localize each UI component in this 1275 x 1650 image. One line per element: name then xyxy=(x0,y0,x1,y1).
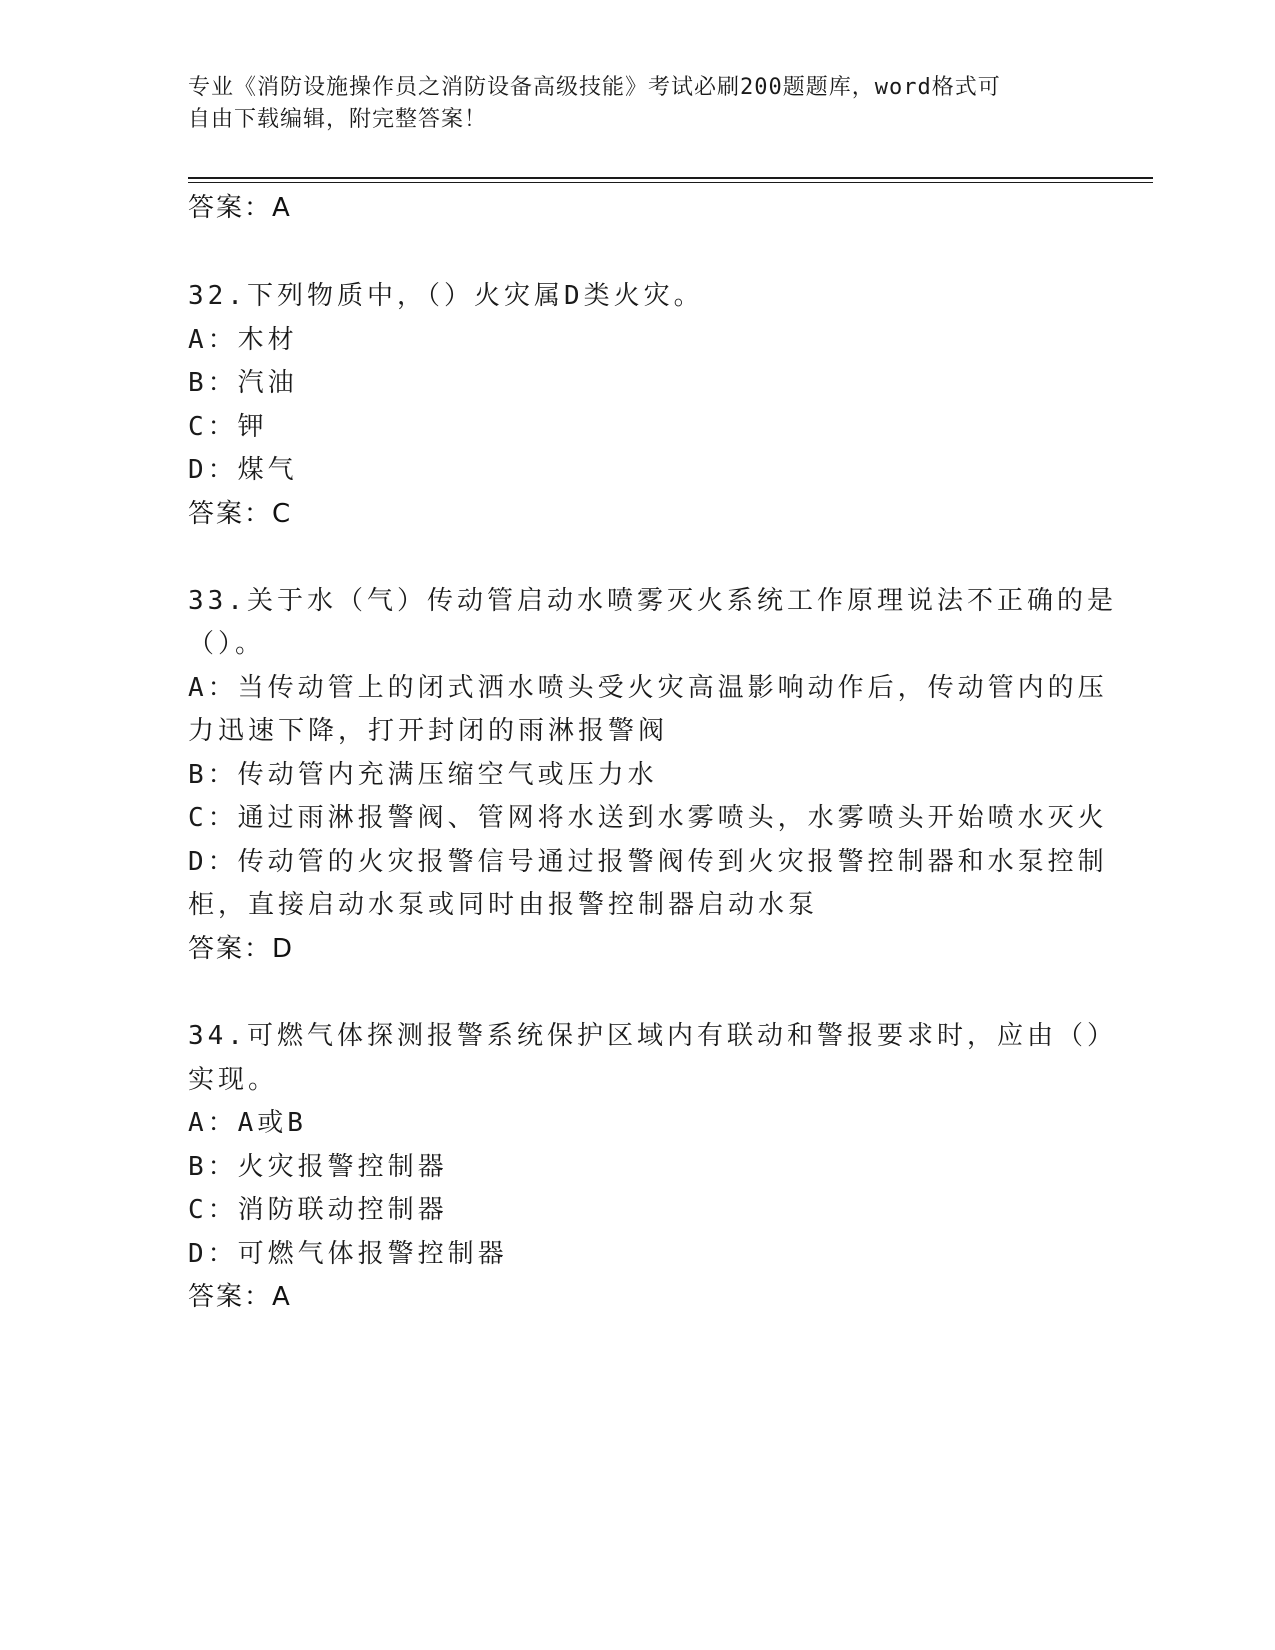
q32-stem-line-1: 32.下列物质中，（）火灾属D类火灾。 xyxy=(188,281,704,311)
answer-prev: 答案：A xyxy=(188,193,292,223)
header-rule-thin xyxy=(188,182,1153,183)
q34-stem-line-2: 实现。 xyxy=(188,1065,279,1095)
document-header xyxy=(188,72,1068,136)
q32-option-d: D：煤气 xyxy=(188,455,298,485)
q33-option-d-line-1: D：传动管的火灾报警信号通过报警阀传到火灾报警控制器和水泵控制 xyxy=(188,847,1108,877)
q34-option-b: B：火灾报警控制器 xyxy=(188,1152,448,1182)
q32-option-a: A：木材 xyxy=(188,325,298,355)
q34-stem-line-1: 34.可燃气体探测报警系统保护区域内有联动和警报要求时，应由（） xyxy=(188,1021,1117,1051)
q33-option-a-line-1: A：当传动管上的闭式洒水喷头受火灾高温影响动作后，传动管内的压 xyxy=(188,673,1108,703)
q33-option-d-line-2: 柜，直接启动水泵或同时由报警控制器启动水泵 xyxy=(188,890,819,920)
q33-option-b: B：传动管内充满压缩空气或压力水 xyxy=(188,760,658,790)
header-line-2: 自由下载编辑，附完整答案！ xyxy=(188,107,488,132)
q33-stem-line-1: 33.关于水（气）传动管启动水喷雾灭火系统工作原理说法不正确的是 xyxy=(188,586,1117,616)
q33-option-c: C：通过雨淋报警阀、管网将水送到水雾喷头，水雾喷头开始喷水灭火 xyxy=(188,803,1108,833)
header-line-1: 专业《消防设施操作员之消防设备高级技能》考试必刷200题题库，word格式可 xyxy=(188,75,1001,100)
q33-stem-line-2: （）。 xyxy=(188,629,266,659)
q34-option-d: D：可燃气体报警控制器 xyxy=(188,1239,508,1269)
q32-answer: 答案：C xyxy=(188,499,293,529)
q33-option-a-line-2: 力迅速下降，打开封闭的雨淋报警阀 xyxy=(188,716,669,746)
header-rule-thick xyxy=(188,177,1153,179)
q34-option-c: C：消防联动控制器 xyxy=(188,1195,448,1225)
q34-option-a: A：A或B xyxy=(188,1108,307,1138)
q32-option-c: C：钾 xyxy=(188,412,268,442)
q34-answer: 答案：A xyxy=(188,1282,292,1312)
q32-option-b: B：汽油 xyxy=(188,368,298,398)
q33-answer: 答案：D xyxy=(188,934,295,964)
